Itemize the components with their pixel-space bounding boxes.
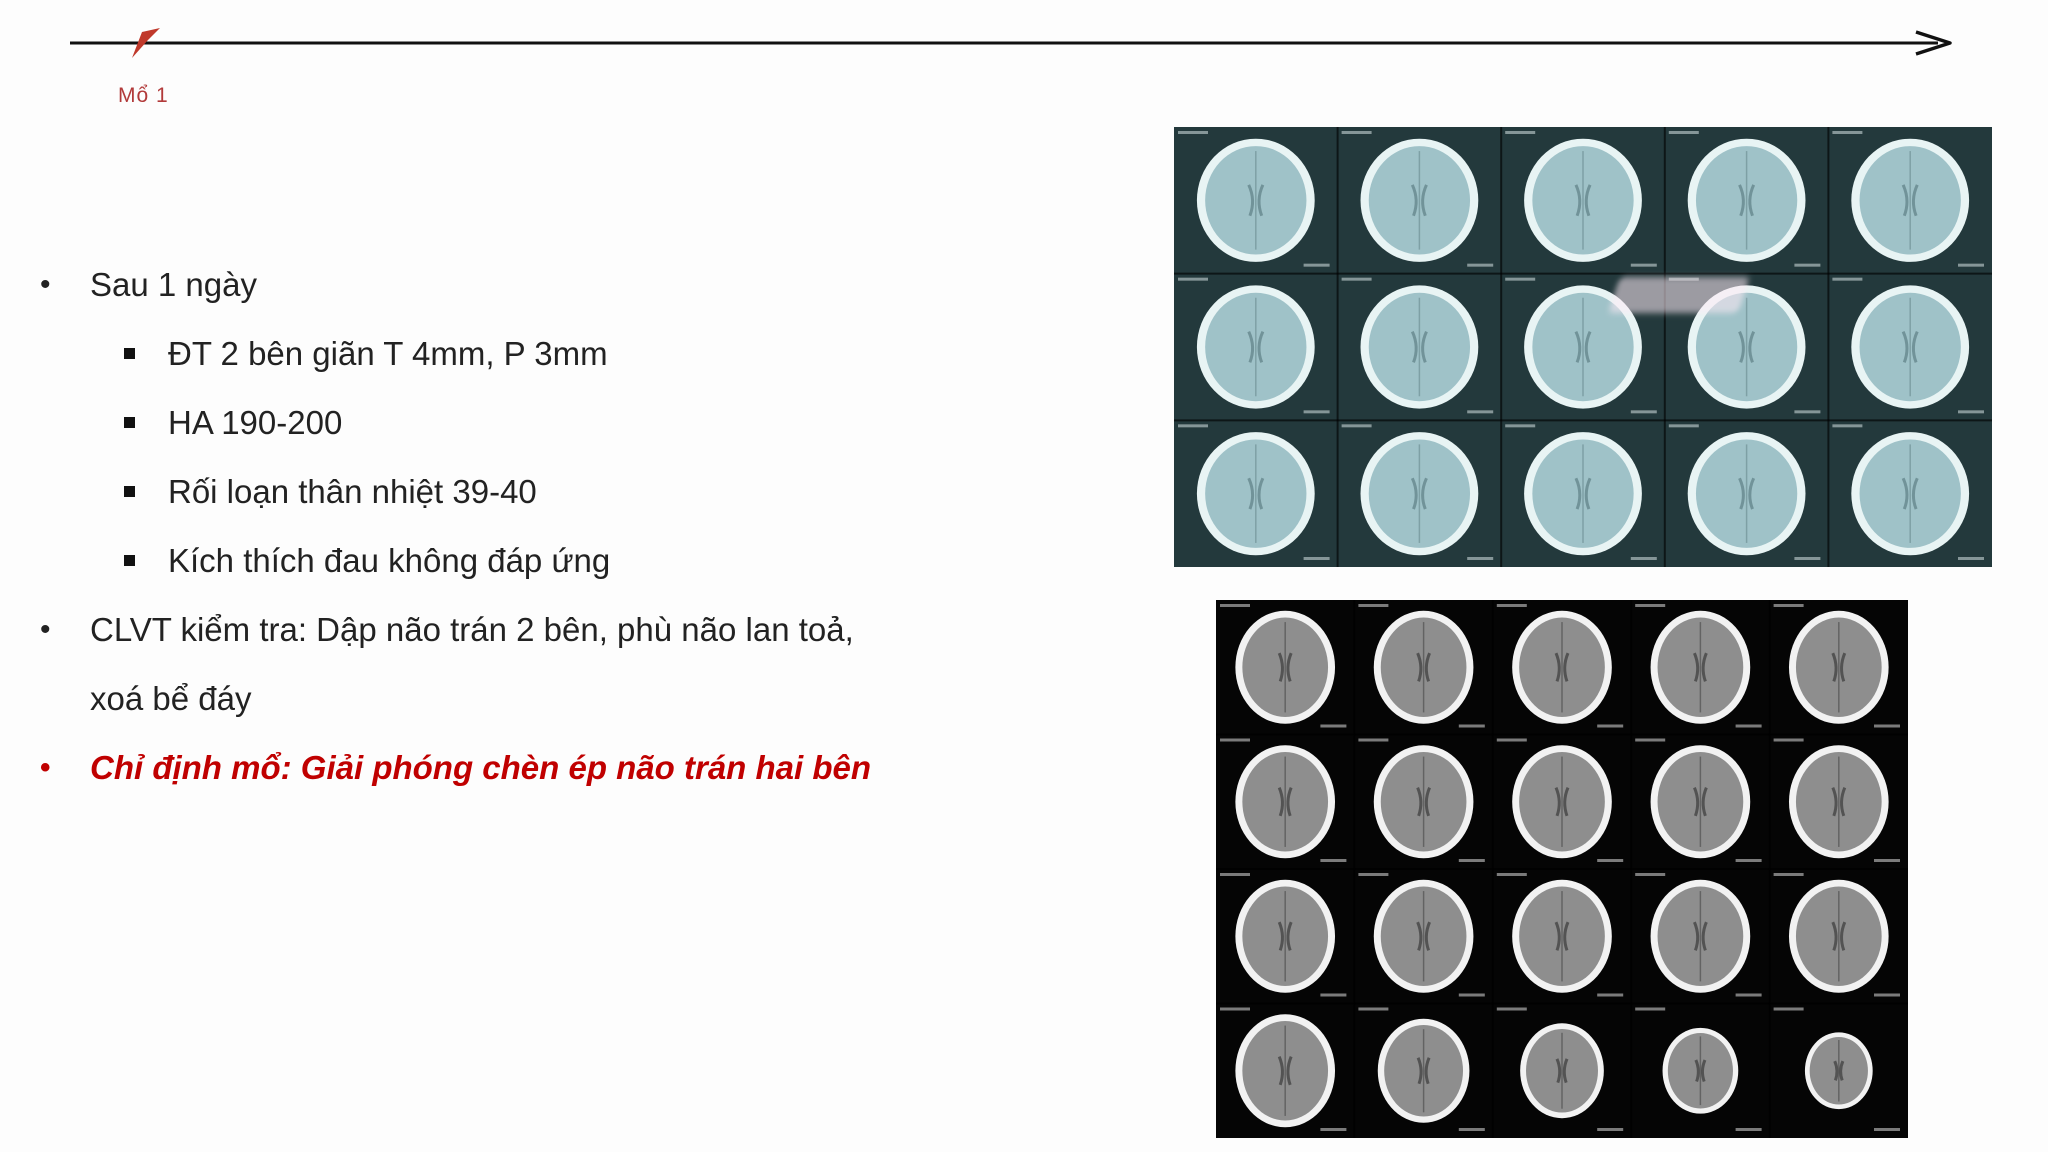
bullet-dot-icon: • <box>40 750 51 784</box>
ct-slice <box>1512 611 1612 724</box>
ct-slice <box>1524 139 1642 262</box>
ct-slice <box>1512 880 1612 993</box>
ct-slice <box>1235 745 1335 858</box>
ct-slice <box>1805 1032 1873 1109</box>
ct-slice <box>1851 139 1969 262</box>
square-bullet-icon <box>124 417 135 428</box>
ct-slice <box>1851 432 1969 555</box>
ct-slice <box>1789 745 1889 858</box>
ct-slice <box>1235 611 1335 724</box>
ct-slice <box>1235 880 1335 993</box>
square-bullet-icon <box>124 555 135 566</box>
ct-slice <box>1197 432 1315 555</box>
bullet-text: xoá bể đáy <box>90 679 252 717</box>
bullet-item <box>40 595 1140 664</box>
square-bullet-icon <box>124 486 135 497</box>
ct-slice <box>1374 880 1474 993</box>
timeline <box>0 0 2048 110</box>
bullet-text: Chỉ định mổ: Giải phóng chèn ép não trán hai bên <box>90 748 872 786</box>
bullet-text: Sau 1 ngày <box>90 265 257 303</box>
ct-slice <box>1235 1014 1335 1127</box>
ct-slice <box>1361 139 1479 262</box>
ct-slice <box>1374 611 1474 724</box>
ct-slice <box>1851 285 1969 408</box>
bullet-dot-icon: • <box>40 612 51 646</box>
ct-slice <box>1197 139 1315 262</box>
ct-slice <box>1361 432 1479 555</box>
ct-slice <box>1512 745 1612 858</box>
sub-bullet-item <box>40 388 1140 457</box>
ct-slice <box>1651 611 1751 724</box>
square-bullet-icon <box>124 348 135 359</box>
ct-scan-grid-bottom <box>1216 600 1908 1138</box>
ct-scan-image-top <box>1174 127 1992 567</box>
ct-slice <box>1789 880 1889 993</box>
ct-slice <box>1374 745 1474 858</box>
sub-bullet-item <box>40 457 1140 526</box>
ct-slice <box>1663 1028 1739 1114</box>
sub-bullet-text: HA 190-200 <box>168 403 343 441</box>
ct-scan-image-bottom <box>1216 600 1908 1138</box>
slide-content <box>40 250 1140 802</box>
sub-bullet-text: Kích thích đau không đáp ứng <box>168 541 611 579</box>
sub-bullet-text: ĐT 2 bên giãn T 4mm, P 3mm <box>168 334 608 372</box>
light-glare <box>1608 277 1750 313</box>
bullet-dot-icon: • <box>40 267 51 301</box>
bullet-text: CLVT kiểm tra: Dập não trán 2 bên, phù não lan toả, <box>90 610 854 648</box>
ct-slice <box>1197 285 1315 408</box>
timeline-arrow <box>0 0 2048 110</box>
ct-slice <box>1524 432 1642 555</box>
sub-bullet-item <box>40 319 1140 388</box>
timeline-marker-label: Mổ 1 <box>118 84 169 107</box>
sub-bullet-text: Rối loạn thân nhiệt 39-40 <box>168 472 537 510</box>
ct-slice <box>1651 880 1751 993</box>
ct-scan-grid-top <box>1174 127 1992 567</box>
ct-slice <box>1789 611 1889 724</box>
bullet-item-highlight <box>40 733 1140 802</box>
ct-slice <box>1651 745 1751 858</box>
ct-slice <box>1520 1023 1604 1118</box>
bullet-continuation <box>40 664 1140 733</box>
ct-slice <box>1361 285 1479 408</box>
ct-slice <box>1688 432 1806 555</box>
sub-bullet-item <box>40 526 1140 595</box>
ct-slice <box>1688 139 1806 262</box>
ct-slice <box>1378 1019 1470 1123</box>
bullet-item <box>40 250 1140 319</box>
